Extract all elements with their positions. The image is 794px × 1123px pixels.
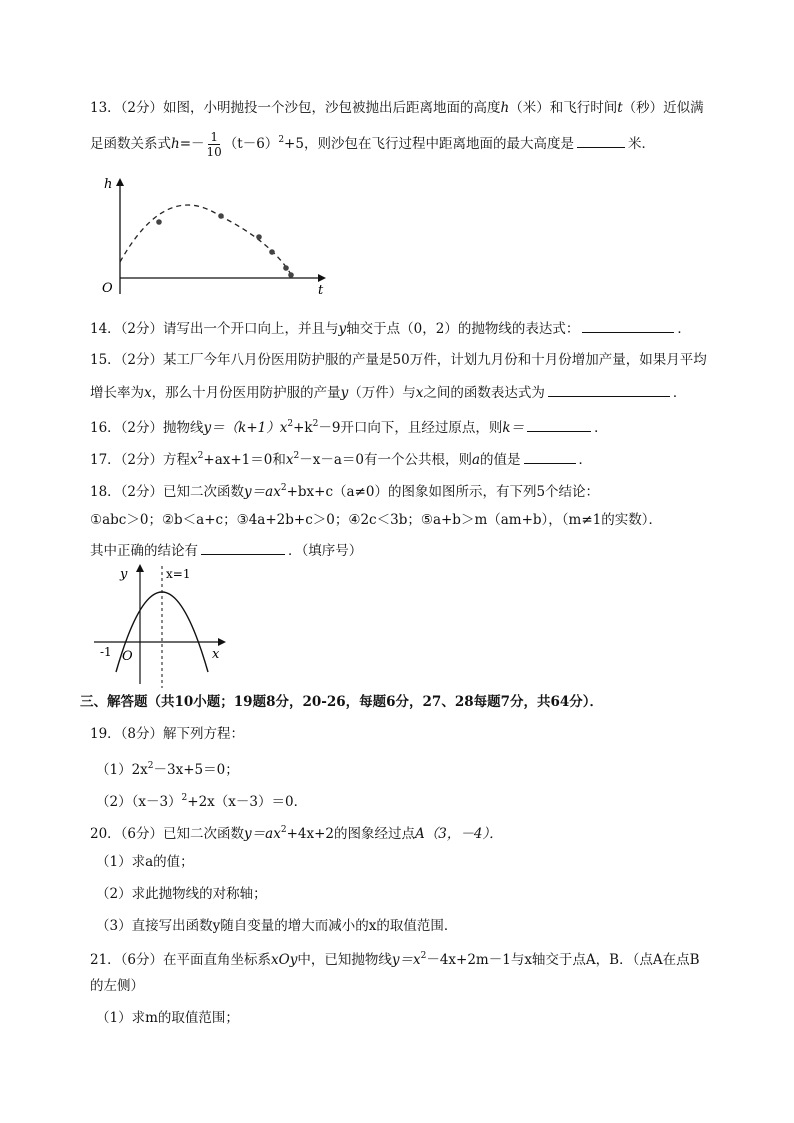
answer-blank[interactable] xyxy=(582,318,674,333)
section-heading: 三、解答题（共10小题；19题8分，20-26，每题6分，27、28每题7分，共64分）． xyxy=(80,694,604,710)
answer-blank[interactable] xyxy=(524,449,576,464)
symmetry-axis-label: x=1 xyxy=(166,567,191,581)
data-point xyxy=(288,272,294,278)
neg-one-label: -1 xyxy=(100,645,112,659)
q17: 17．（2分）方程$x^2+ax+1=0$和$x^2-x-a=0$有一个公共根，则a的值是 ． xyxy=(90,451,593,468)
data-point xyxy=(283,265,289,271)
answer-blank[interactable] xyxy=(201,540,285,555)
x-axis-label: x xyxy=(212,647,220,662)
data-point xyxy=(269,249,275,255)
q21-part1: （1）求m的取值范围； xyxy=(96,1010,239,1026)
fraction: $\frac{1}{10}$ xyxy=(206,130,222,159)
q20-title: 20．（6分）已知二次函数$y=ax^2+4x+2$的图象经过点A（3，－4）． xyxy=(90,825,503,842)
q20-part2: （2）求此抛物线的对称轴； xyxy=(96,886,267,902)
data-point xyxy=(256,234,262,240)
h-axis-label: h xyxy=(104,177,113,192)
q15-line2: 增长率为x，那么十月份医用防护服的产量y（万件）与x之间的函数表达式为 ． xyxy=(90,382,686,403)
q15-line1: 15．（2分）某工厂今年八月份医用防护服的产量是50万件，计划九月份和十月份增加产量，如果月平均 xyxy=(90,352,707,368)
q21-line1: 21．（6分）在平面直角坐标系xOy中，已知抛物线$y=x^2-4x+2m-1$与x轴交于点A，B．（点A在点B xyxy=(90,951,700,968)
q13-line2: 足函数关系式h=－ $\frac{1}{10}$ $(t-6)^2+5$，则沙包在飞行过程中距离地面的最大高度是 米． xyxy=(90,130,655,159)
q19-part1: $(1)2x^2-3x+5=0$； xyxy=(96,761,239,778)
t-axis-label: t xyxy=(318,283,324,298)
q19-title: 19．（8分）解下列方程： xyxy=(90,726,245,742)
answer-blank[interactable] xyxy=(577,133,625,148)
y-axis-label: y xyxy=(120,567,128,582)
q20-part3: （3）直接写出函数y随自变量的增大而减小的x的取值范围． xyxy=(96,918,458,934)
q18-line2: ①abc＞0；②b＜a+c；③4a+2b+c＞0；④2c＜3b；⑤a+b＞m（am+b），（m≠1的实数）． xyxy=(90,512,662,528)
q19-part2: $(2)(x-3)^2+2x(x-3)=0$． xyxy=(96,793,308,810)
q14: 14．（2分）请写出一个开口向上，并且与y轴交于点（0，2）的抛物线的表达式： ． xyxy=(90,318,691,339)
q18-line1: 18．（2分）已知二次函数$y=ax^2+bx+c(a\ne 0)$的图象如图所示，有下列5个结论： xyxy=(90,483,600,500)
q20-part1: （1）求a的值； xyxy=(96,854,194,870)
parabola-graph xyxy=(90,560,230,690)
q18-line3: 其中正确的结论有 ．（填序号） xyxy=(90,540,362,561)
data-point xyxy=(156,219,162,225)
origin-label: O xyxy=(102,281,113,296)
q13-line1: 13．（2分）如图，小明抛投一个沙包，沙包被抛出后距离地面的高度h（米）和飞行时间t（秒）近似满 xyxy=(90,100,704,116)
q21-line2: 的左侧） xyxy=(90,978,144,994)
origin-label: O xyxy=(122,649,133,664)
projectile-graph xyxy=(96,170,336,300)
answer-blank[interactable] xyxy=(548,382,670,397)
data-point xyxy=(218,213,224,219)
q16: 16．（2分）抛物线$y=(k+1)x^2+k^2-9$开口向下，且经过原点，则k＝ ． xyxy=(90,419,608,436)
answer-blank[interactable] xyxy=(527,417,591,432)
